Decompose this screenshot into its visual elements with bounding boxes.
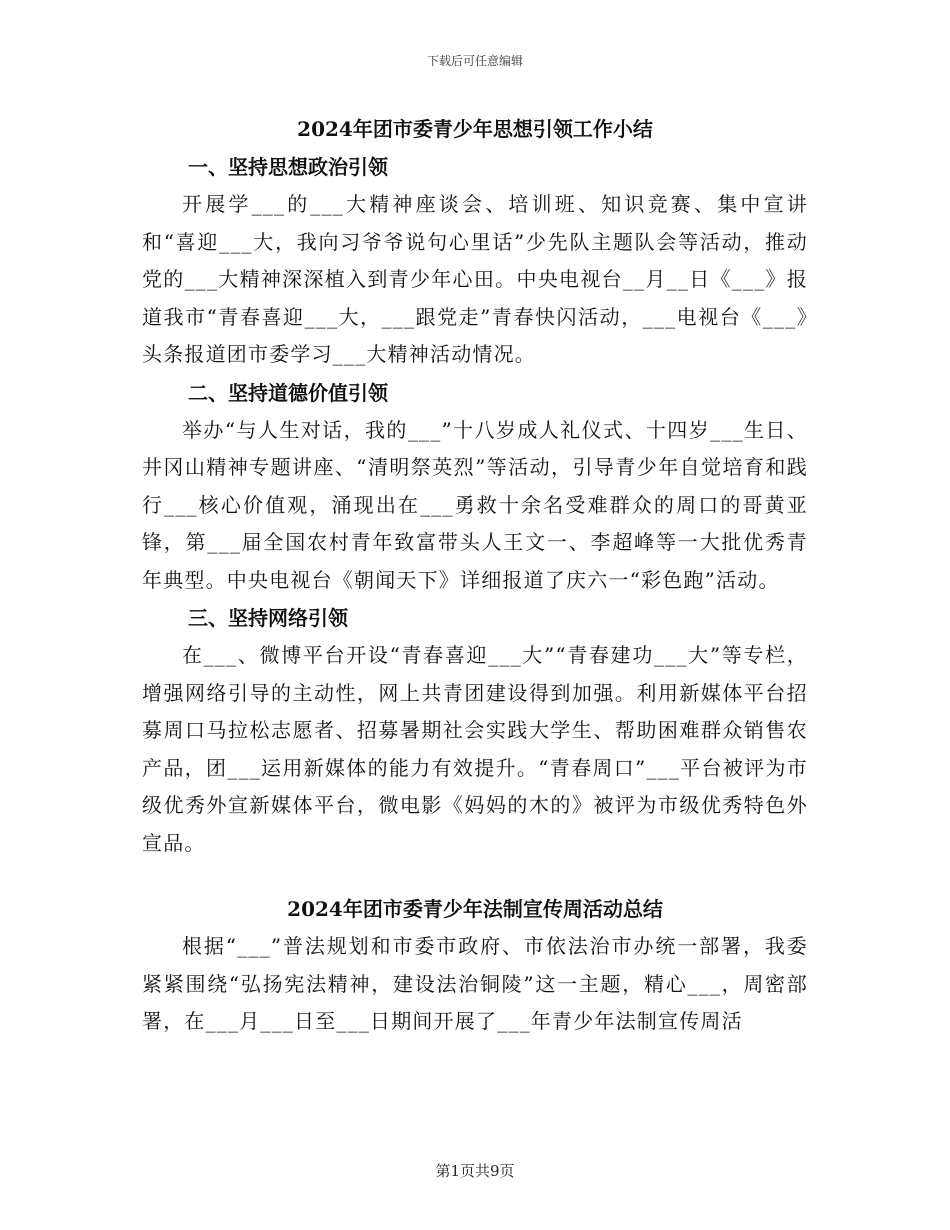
document-title: 2024年团市委青少年思想引领工作小结 (297, 117, 653, 141)
section-paragraph-1: 开展学___的___大精神座谈会、培训班、知识竞赛、集中宣讲和“喜迎___大，我向习爷爷说句心里话”少先队主题队会等活动，推动党的___大精神深深植入到青少年心田。中央电视台__月__日《___》报道我市“青春喜迎___大，___跟党走”青春快闪活动，___电视台《___》头条报道团市委学习___大精神活动情况。 (142, 192, 808, 366)
document-body (142, 110, 808, 1041)
second-document-paragraph: 根据“___”普法规划和市委市政府、市依法治市办统一部署，我委紧紧围绕“弘扬宪法精神，建设法治铜陵”这一主题，精心___，周密部署，在___月___日至___日期间开展了___年青少年法制宣传周活 (142, 934, 808, 1033)
second-document-title: 2024年团市委青少年法制宣传周活动总结 (287, 897, 663, 921)
section-spacer (142, 862, 808, 890)
page-number: 第1页共9页 (435, 1162, 515, 1180)
section-heading-2: 二、坚持道德价值引领 (188, 380, 388, 405)
section-paragraph-3: 在___、微博平台开设“青春喜迎___大”“青春建功___大”等专栏，增强网络引导的主动性，网上共青团建设得到加强。利用新媒体平台招募周口马拉松志愿者、招募暑期社会实践大学生、帮助困难群众销售农产品，团___运用新媒体的能力有效提升。“青春周口”___平台被评为市级优秀外宣新媒体平台，微电影《妈妈的木的》被评为市级优秀特色外宣品。 (142, 643, 808, 855)
section-heading-1: 一、坚持思想政治引领 (188, 155, 388, 179)
section-paragraph-2: 举办“与人生对话，我的___”十八岁成人礼仪式、十四岁___生日、井冈山精神专题讲座、“清明祭英烈”等活动，引导青少年自觉培育和践行___核心价值观，涌现出在___勇救十余名受难群众的周口的哥黄亚锋，第___届全国农村青年致富带头人王文一、李超峰等一大批优秀青年典型。中央电视台《朝闻天下》详细报道了庆六一“彩色跑”活动。 (142, 417, 808, 592)
header-note: 下载后可任意编辑 (426, 54, 523, 68)
section-heading-3: 三、坚持网络引领 (188, 606, 348, 630)
